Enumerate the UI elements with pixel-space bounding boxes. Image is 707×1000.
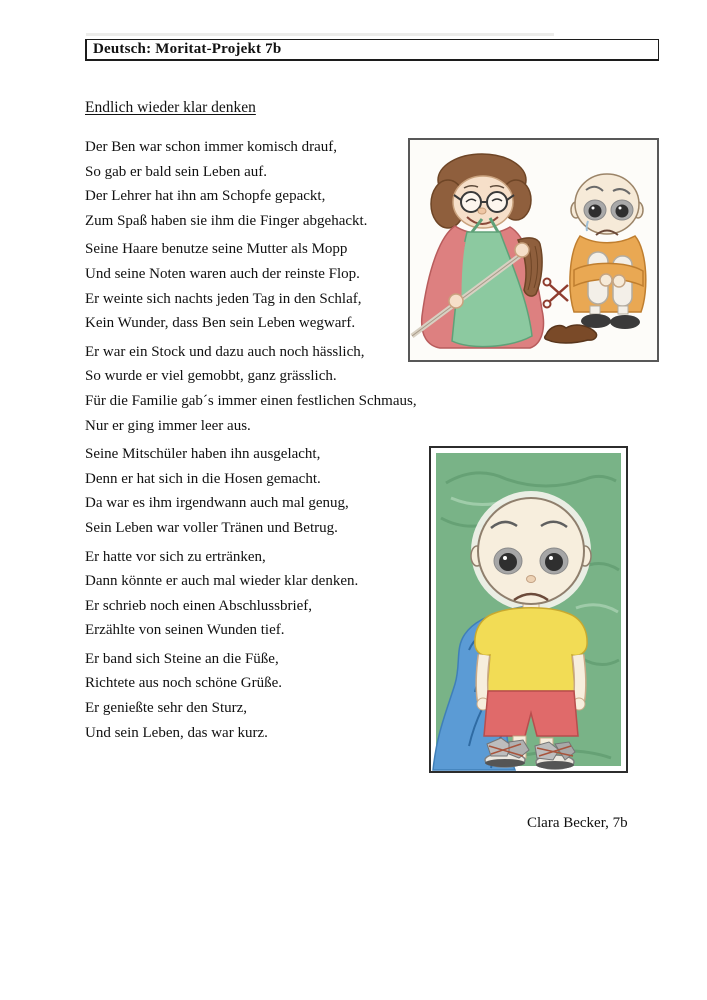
author-credit: Clara Becker, 7b	[527, 815, 628, 831]
poem-line: Dann könnte er auch mal wieder klar denken.	[85, 573, 359, 590]
poem-line: Kein Wunder, dass Ben sein Leben wegwarf.	[85, 315, 356, 332]
poem-line: Denn er hat sich in die Hosen gemacht.	[85, 470, 321, 487]
poem-stanza	[85, 442, 430, 540]
poem	[85, 135, 430, 749]
poem-stanza	[85, 135, 430, 233]
poem-line: Sein Leben war voller Tränen und Betrug.	[85, 519, 338, 536]
header-box	[85, 39, 659, 61]
poem-line: Erzählte von seinen Wunden tief.	[85, 622, 285, 639]
boy-shoe	[581, 314, 611, 328]
poem-line: Er schrieb noch einen Abschlussbrief,	[85, 597, 313, 614]
poem-line: Zum Spaß haben sie ihm die Finger abgehackt.	[85, 212, 368, 229]
river-drawing	[431, 448, 626, 771]
illustration-river-scene	[429, 446, 628, 773]
glasses-icon	[461, 192, 481, 212]
haircut-drawing	[410, 140, 657, 360]
poem-line: Er band sich Steine an die Füße,	[85, 650, 279, 667]
poem-stanza	[85, 647, 430, 745]
poem-line: Der Lehrer hat ihn am Schopfe gepackt,	[85, 188, 326, 205]
scissors-icon	[544, 279, 569, 308]
poem-line: Der Ben war schon immer komisch drauf,	[85, 139, 338, 155]
poem-stanza	[85, 545, 430, 643]
poem-line: Er genießte sehr den Sturz,	[85, 700, 248, 717]
poem-line: So gab er bald sein Leben auf.	[85, 163, 268, 180]
boy-head	[478, 498, 584, 604]
illustration-haircut-scene	[408, 138, 659, 362]
poem-stanza	[85, 340, 430, 438]
scan-artifact-line	[86, 33, 554, 36]
boy-tshirt	[475, 608, 587, 691]
poem-stanza	[85, 237, 430, 335]
header-title: Deutsch: Moritat-Projekt 7b	[93, 41, 282, 57]
poem-line: So wurde er viel gemobbt, ganz grässlich.	[85, 368, 337, 385]
poem-line: Da war es ihm irgendwann auch mal genug,	[85, 495, 349, 512]
boy-sitting-figure	[570, 174, 646, 329]
poem-title: Endlich wieder klar denken	[85, 99, 256, 116]
cut-hair-pile	[545, 325, 597, 343]
poem-line: Er war ein Stock und dazu auch noch hässlich,	[85, 343, 365, 360]
poem-line: Seine Haare benutze seine Mutter als Mopp	[85, 241, 348, 258]
poem-line: Seine Mitschüler haben ihn ausgelacht,	[85, 446, 321, 463]
poem-line: Nur er ging immer leer aus.	[85, 417, 251, 434]
mother-figure	[412, 154, 544, 348]
poem-line: Richtete aus noch schöne Grüße.	[85, 675, 283, 692]
poem-line: Und sein Leben, das war kurz.	[85, 724, 268, 741]
poem-line: Und seine Noten waren auch der reinste Flop.	[85, 265, 360, 282]
poem-line: Er hatte vor sich zu ertränken,	[85, 548, 266, 565]
poem-line: Er weinte sich nachts jeden Tag in den Schlaf,	[85, 290, 362, 307]
poem-line: Für die Familie gab´s immer einen festlichen Schmaus,	[85, 392, 417, 409]
